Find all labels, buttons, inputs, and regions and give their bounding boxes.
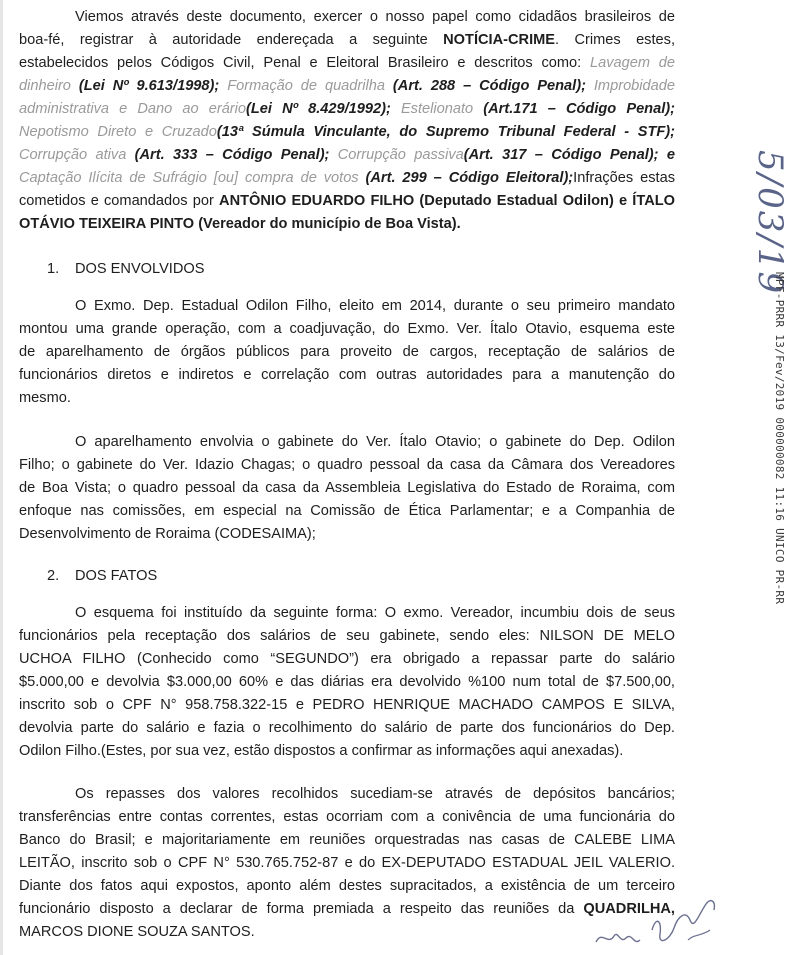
text-line: Captação Ilícita de Sufrágio [ou] compra de votos (Art. 299 – Código Eleitoral);Infrações estas xyxy=(19,170,675,186)
text-line: Nepotismo Direto e Cruzado(13ª Súmula Vinculante, do Supremo Tribunal Federal - STF); xyxy=(19,124,676,140)
crime-name: Improbidade xyxy=(593,78,676,94)
text-line: LEITÃO, inscrito sob o CPF N° 530.765.752-87 e do EX-DEPUTADO ESTADUAL JEIL VALERIO. xyxy=(19,855,675,871)
text-line: funcionários diretos e indiretos e correlação com outras autoridades para a manutenção do xyxy=(19,367,675,383)
text-line: transferências entre contas correntes, estas ocorriam com a conivência de uma funcionária do xyxy=(19,809,675,825)
text-line: Desenvolvimento de Roraima (CODESAIMA); xyxy=(19,526,316,542)
text-line: O aparelhamento envolvia o gabinete do Ver. Ítalo Otavio; o gabinete do Dep. Odilon xyxy=(75,434,675,450)
text-line: dinheiro (Lei Nº 9.613/1998); Formação de quadrilha (Art. 288 – Código Penal); Improbidade xyxy=(19,78,676,94)
crime-name: Nepotismo Direto e Cruzado xyxy=(19,124,217,140)
text-line: Viemos através deste documento, exercer o nosso papel como cidadãos brasileiros de xyxy=(75,9,675,25)
text-line: inscrito sob o CPF N° 958.758.322-15 e PEDRO HENRIQUE MACHADO CAMPOS E SILVA, xyxy=(19,697,675,713)
text-line: devolvia parte do salário e fazia o recolhimento do salário de parte dos funcionários do Dep. xyxy=(19,720,675,736)
text-line: funcionário disposto a declarar de forma premiada a respeito das reuniões da QUADRILHA, xyxy=(19,901,675,917)
text-line: MARCOS DIONE SOUZA SANTOS. xyxy=(19,924,255,940)
text-line: Corrupção ativa (Art. 333 – Código Penal); Corrupção passiva(Art. 317 – Código Penal); e xyxy=(19,147,675,163)
text-line: Odilon Filho.(Estes, por sua vez, estão dispostos a confirmar as informações aqui anexadas). xyxy=(19,743,624,759)
section1-paragraph-2 xyxy=(19,431,675,546)
section2-paragraph-2 xyxy=(19,783,675,944)
text-line: enfoque nas comissões, em especial na Comissão de Ética Parlamentar; e a Companhia de xyxy=(19,503,675,519)
text-line: $5.000,00 e devolvia $3.000,00 60% e das diárias era devolvido %100 num total de $7.500,00, xyxy=(19,674,675,690)
protocol-stamp-text: MPF-PRRR 13/Fev/2019 000000082 11:16 UNICO PR-RR xyxy=(773,272,786,605)
text-line: mesmo. xyxy=(19,390,71,406)
text-line: de aparelhamento de órgãos públicos para proveito de cargos, receptação de salários de xyxy=(19,344,675,360)
crime-name: Corrupção ativa xyxy=(19,147,127,163)
text-line: boa-fé, registrar à autoridade endereçada a seguinte NOTÍCIA-CRIME. Crimes estes, xyxy=(19,32,676,48)
crime-name: dinheiro xyxy=(19,78,71,94)
section1-paragraph-1 xyxy=(19,295,675,410)
text-line: Os repasses dos valores recolhidos sucediam-se através de depósitos bancários; xyxy=(75,786,675,802)
crime-name: Estelionato xyxy=(400,101,474,117)
quadrilha-label: QUADRILHA, xyxy=(583,901,675,917)
protocol-stamp xyxy=(770,272,786,632)
crime-name: Corrupção passiva xyxy=(337,147,464,163)
crime-name: Lavagem de xyxy=(589,55,676,71)
text-line: administrativa e Dano ao erário(Lei Nº 8.429/1992); Estelionato (Art.171 – Código Penal); xyxy=(19,101,675,117)
text-line: UCHOA FILHO (Conhecido como “SEGUNDO”) era obrigado a repassar parte do salário xyxy=(19,651,675,667)
text-line: OTÁVIO TEIXEIRA PINTO (Vereador do município de Boa Vista). xyxy=(19,216,461,232)
text-line: Banco do Brasil; e majoritariamente em reuniões orquestradas nas casas de CALEBE LIMA xyxy=(19,832,675,848)
text-line: funcionários pela receptação dos salários de seu gabinete, sendo eles: NILSON DE MELO xyxy=(19,628,675,644)
section2-paragraph-1 xyxy=(19,602,675,763)
section-heading-envolvidos: 1. DOS ENVOLVIDOS xyxy=(47,261,205,277)
notice-crime-label: NOTÍCIA-CRIME xyxy=(443,32,556,48)
crime-name: Formação de quadrilha xyxy=(227,78,385,94)
text-line: O Exmo. Dep. Estadual Odilon Filho, eleito em 2014, durante o seu primeiro mandato xyxy=(75,298,675,314)
intro-paragraph xyxy=(19,6,675,236)
text-line: montou uma grande operação, com a coadjuvação, do Exmo. Ver. Ítalo Otavio, esquema este xyxy=(19,321,675,337)
section-heading-fatos: 2. DOS FATOS xyxy=(47,568,158,584)
page-edge-shadow xyxy=(0,0,3,955)
signature-scribble xyxy=(590,890,740,952)
text-line: Filho; o gabinete do Ver. Idazio Chagas; o quadro pessoal da casa da Câmara dos Vereadores xyxy=(19,457,675,473)
text-line: cometidos e comandados por ANTÔNIO EDUARDO FILHO (Deputado Estadual Odilon) e ÍTALO xyxy=(19,193,675,209)
handwritten-date: 5/03/19 xyxy=(750,150,790,296)
text-line: estabelecidos pelos Códigos Civil, Penal e Eleitoral Brasileiro e descritos como: Lavagem de xyxy=(19,55,676,71)
accused-names: ANTÔNIO EDUARDO FILHO (Deputado Estadual Odilon) e ÍTALO xyxy=(219,193,675,209)
text-line: de Boa Vista; o quadro pessoal da casa da Assembleia Legislativa do Estado de Roraima, com xyxy=(19,480,675,496)
crime-name: Captação Ilícita de Sufrágio [ou] compra de votos xyxy=(19,170,359,186)
text-line: Diante dos fatos aqui expostos, aponto além destes supracitados, a existência de um terceiro xyxy=(19,878,675,894)
text-line: O esquema foi instituído da seguinte forma: O exmo. Vereador, incumbiu dois de seus xyxy=(75,605,675,621)
crime-name: administrativa e Dano ao erário xyxy=(19,101,247,117)
